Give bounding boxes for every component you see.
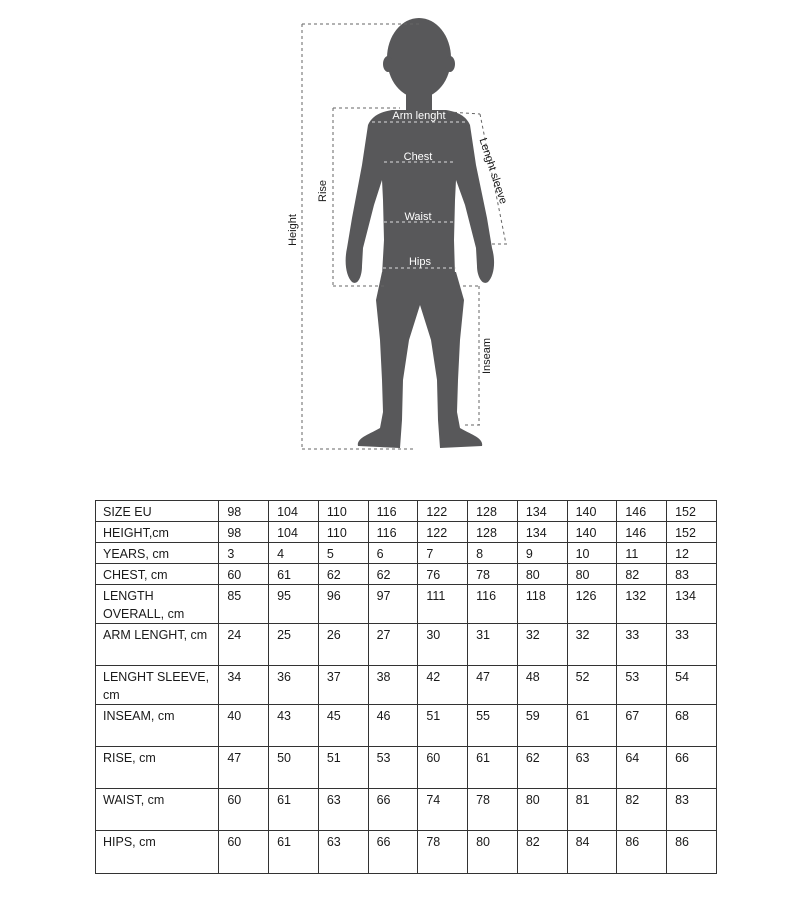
size-cell: 64: [617, 747, 667, 789]
size-cell: 51: [418, 705, 468, 747]
size-cell: 60: [219, 789, 269, 831]
size-table-body: [96, 501, 717, 874]
size-cell: 63: [318, 831, 368, 874]
size-cell: 122: [418, 522, 468, 543]
size-cell: 53: [617, 666, 667, 705]
row-label: WAIST, cm: [96, 789, 219, 831]
size-cell: 67: [617, 705, 667, 747]
size-cell: 104: [269, 522, 319, 543]
size-cell: 60: [219, 831, 269, 874]
size-cell: 86: [617, 831, 667, 874]
size-cell: 83: [667, 789, 717, 831]
length-sleeve-label: Lenght sleeve: [476, 136, 510, 206]
size-cell: 80: [468, 831, 518, 874]
size-cell: 42: [418, 666, 468, 705]
size-cell: 134: [517, 501, 567, 522]
size-cell: 62: [318, 564, 368, 585]
size-cell: 47: [219, 747, 269, 789]
row-label: HEIGHT,cm: [96, 522, 219, 543]
size-cell: 152: [667, 522, 717, 543]
size-cell: 83: [667, 564, 717, 585]
size-cell: 140: [567, 522, 617, 543]
size-cell: 11: [617, 543, 667, 564]
size-cell: 59: [517, 705, 567, 747]
size-cell: 63: [318, 789, 368, 831]
size-cell: 9: [517, 543, 567, 564]
size-table-row: [96, 522, 717, 543]
size-cell: 12: [667, 543, 717, 564]
size-cell: 81: [567, 789, 617, 831]
size-cell: 82: [517, 831, 567, 874]
size-cell: 140: [567, 501, 617, 522]
size-cell: 53: [368, 747, 418, 789]
size-cell: 82: [617, 789, 667, 831]
size-cell: 61: [269, 831, 319, 874]
size-table-row: [96, 624, 717, 666]
size-cell: 30: [418, 624, 468, 666]
size-cell: 78: [468, 564, 518, 585]
size-table-row: [96, 501, 717, 522]
size-cell: 61: [468, 747, 518, 789]
size-cell: 66: [368, 831, 418, 874]
size-cell: 96: [318, 585, 368, 624]
size-cell: 132: [617, 585, 667, 624]
size-cell: 26: [318, 624, 368, 666]
size-cell: 6: [368, 543, 418, 564]
size-table-row: [96, 543, 717, 564]
size-cell: 31: [468, 624, 518, 666]
size-cell: 34: [219, 666, 269, 705]
row-label: LENGTH OVERALL, cm: [96, 585, 219, 624]
child-silhouette: [346, 18, 494, 448]
size-cell: 95: [269, 585, 319, 624]
size-cell: 32: [567, 624, 617, 666]
size-cell: 3: [219, 543, 269, 564]
size-cell: 38: [368, 666, 418, 705]
inseam-label: Inseam: [481, 337, 493, 375]
size-cell: 97: [368, 585, 418, 624]
size-cell: 128: [468, 501, 518, 522]
size-cell: 80: [517, 789, 567, 831]
size-cell: 55: [468, 705, 518, 747]
row-label: INSEAM, cm: [96, 705, 219, 747]
size-cell: 45: [318, 705, 368, 747]
size-table-row: [96, 564, 717, 585]
size-cell: 43: [269, 705, 319, 747]
size-cell: 61: [567, 705, 617, 747]
size-cell: 27: [368, 624, 418, 666]
size-cell: 98: [219, 522, 269, 543]
size-cell: 85: [219, 585, 269, 624]
size-cell: 62: [368, 564, 418, 585]
size-cell: 40: [219, 705, 269, 747]
rise-label: Rise: [317, 179, 329, 203]
row-label: SIZE EU: [96, 501, 219, 522]
height-label: Height: [287, 214, 299, 246]
size-cell: 33: [617, 624, 667, 666]
size-cell: 50: [269, 747, 319, 789]
size-table-row: [96, 831, 717, 874]
size-table-row: [96, 585, 717, 624]
size-cell: 46: [368, 705, 418, 747]
size-cell: 128: [468, 522, 518, 543]
row-label: LENGHT SLEEVE, cm: [96, 666, 219, 705]
size-table-row: [96, 666, 717, 705]
size-cell: 8: [468, 543, 518, 564]
size-cell: 84: [567, 831, 617, 874]
size-cell: 48: [517, 666, 567, 705]
size-cell: 32: [517, 624, 567, 666]
size-cell: 118: [517, 585, 567, 624]
waist-label: Waist: [404, 211, 432, 223]
size-cell: 24: [219, 624, 269, 666]
size-cell: 110: [318, 501, 368, 522]
size-cell: 111: [418, 585, 468, 624]
chest-label: Chest: [403, 151, 433, 163]
size-cell: 104: [269, 501, 319, 522]
size-cell: 116: [368, 522, 418, 543]
size-cell: 116: [368, 501, 418, 522]
size-cell: 33: [667, 624, 717, 666]
size-cell: 78: [418, 831, 468, 874]
size-cell: 47: [468, 666, 518, 705]
size-cell: 116: [468, 585, 518, 624]
size-cell: 62: [517, 747, 567, 789]
size-cell: 36: [269, 666, 319, 705]
size-cell: 60: [219, 564, 269, 585]
size-table-row: [96, 747, 717, 789]
size-cell: 76: [418, 564, 468, 585]
size-cell: 80: [517, 564, 567, 585]
size-cell: 86: [667, 831, 717, 874]
size-cell: 25: [269, 624, 319, 666]
size-cell: 61: [269, 564, 319, 585]
size-cell: 146: [617, 522, 667, 543]
row-label: CHEST, cm: [96, 564, 219, 585]
size-cell: 37: [318, 666, 368, 705]
size-cell: 146: [617, 501, 667, 522]
size-table-row: [96, 705, 717, 747]
size-table: [95, 500, 717, 874]
size-cell: 98: [219, 501, 269, 522]
size-cell: 54: [667, 666, 717, 705]
size-cell: 152: [667, 501, 717, 522]
row-label: HIPS, cm: [96, 831, 219, 874]
size-cell: 52: [567, 666, 617, 705]
size-cell: 134: [517, 522, 567, 543]
size-cell: 10: [567, 543, 617, 564]
size-cell: 110: [318, 522, 368, 543]
size-cell: 61: [269, 789, 319, 831]
size-chart: [95, 500, 717, 874]
size-cell: 68: [667, 705, 717, 747]
hips-label: Hips: [408, 256, 432, 268]
size-cell: 78: [468, 789, 518, 831]
size-table-row: [96, 789, 717, 831]
row-label: ARM LENGHT, cm: [96, 624, 219, 666]
size-cell: 51: [318, 747, 368, 789]
size-cell: 60: [418, 747, 468, 789]
size-cell: 80: [567, 564, 617, 585]
arm-length-label: Arm lenght: [392, 110, 446, 122]
size-cell: 126: [567, 585, 617, 624]
size-cell: 122: [418, 501, 468, 522]
size-cell: 5: [318, 543, 368, 564]
size-cell: 134: [667, 585, 717, 624]
size-cell: 66: [368, 789, 418, 831]
row-label: YEARS, cm: [96, 543, 219, 564]
size-cell: 74: [418, 789, 468, 831]
size-cell: 82: [617, 564, 667, 585]
size-cell: 66: [667, 747, 717, 789]
size-cell: 63: [567, 747, 617, 789]
size-cell: 7: [418, 543, 468, 564]
row-label: RISE, cm: [96, 747, 219, 789]
size-cell: 4: [269, 543, 319, 564]
